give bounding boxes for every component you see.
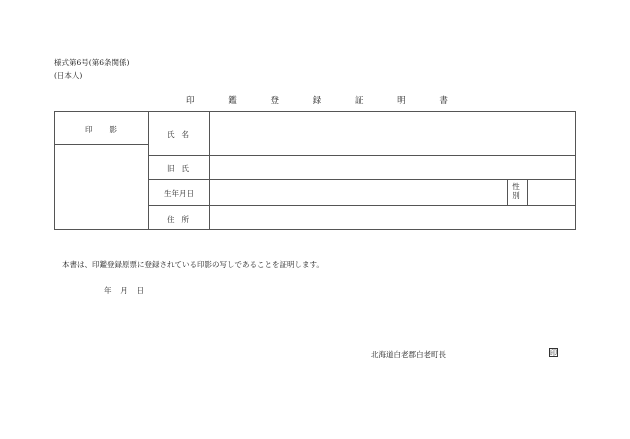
label-char: 影 xyxy=(109,125,117,134)
birthdate-field xyxy=(211,181,505,203)
table-divider xyxy=(55,144,148,145)
year-char: 年 xyxy=(104,286,112,295)
former-name-field xyxy=(211,157,573,177)
title-char: 書 xyxy=(439,96,448,106)
label-char: 別 xyxy=(512,191,520,200)
title-char: 登 xyxy=(270,96,279,106)
title-char: 明 xyxy=(397,96,406,106)
day-char: 日 xyxy=(136,286,144,295)
gender-label xyxy=(511,182,521,200)
title-char: 鑑 xyxy=(228,96,237,106)
page-title xyxy=(186,94,448,106)
address-field xyxy=(211,207,573,228)
seal-registration-table xyxy=(54,111,576,230)
date-line xyxy=(104,285,144,296)
label-char: 所 xyxy=(181,215,189,224)
gender-field xyxy=(529,181,573,203)
table-divider xyxy=(148,179,575,180)
birthdate-label xyxy=(149,188,209,199)
form-subtitle: (日本人) xyxy=(54,71,83,80)
label-char: 氏 xyxy=(167,130,175,139)
label-char: 旧 xyxy=(167,164,175,173)
official-seal-icon xyxy=(549,348,558,357)
table-divider xyxy=(527,179,528,205)
issuer: 北海道白老郡白老町長 xyxy=(371,350,446,359)
seal-impression-label xyxy=(85,124,117,135)
table-divider xyxy=(148,155,575,156)
label-char: 印 xyxy=(85,125,93,134)
label-text: 生年月日 xyxy=(164,189,194,198)
seal-char: 印 xyxy=(550,349,557,357)
title-char: 録 xyxy=(312,96,322,106)
label-char: 氏 xyxy=(181,164,189,173)
title-char: 証 xyxy=(354,96,364,106)
table-divider xyxy=(148,112,149,229)
label-char: 住 xyxy=(167,215,175,224)
table-divider xyxy=(507,179,508,205)
certification-text: 本書は、印鑑登録原票に登録されている印影の写しであることを証明します。 xyxy=(62,260,324,269)
former-name-label xyxy=(167,163,189,174)
name-field xyxy=(211,114,573,154)
form-number: 様式第6号(第6条関係) xyxy=(54,58,130,67)
table-divider xyxy=(209,112,210,229)
title-char: 印 xyxy=(186,96,195,106)
name-label xyxy=(167,129,189,140)
address-label xyxy=(167,214,189,225)
month-char: 月 xyxy=(120,286,128,295)
label-char: 性 xyxy=(512,182,520,191)
seal-impression-area xyxy=(57,146,146,228)
table-divider xyxy=(148,205,575,206)
label-char: 名 xyxy=(181,130,189,139)
